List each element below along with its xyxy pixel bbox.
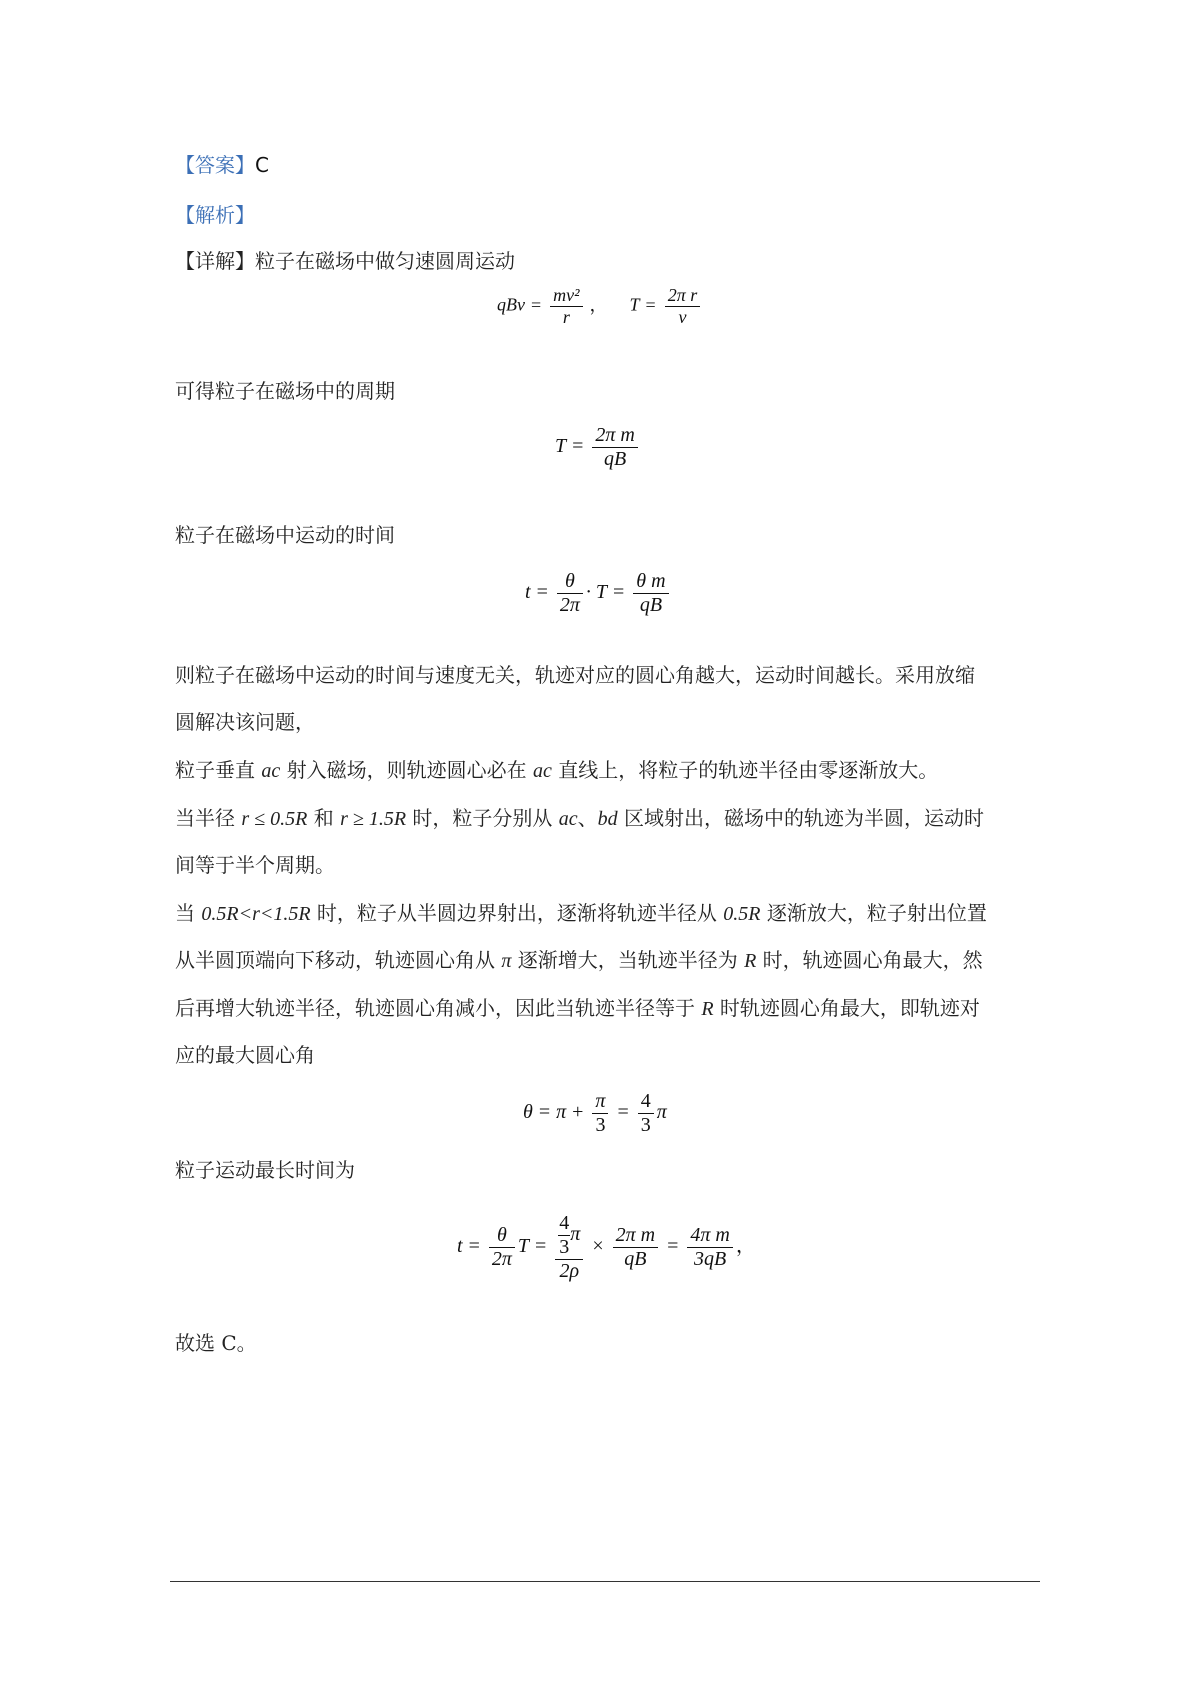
eq1-sep: ， — [589, 294, 608, 315]
eq5-frac-1: $\frac{\theta}{2\pi}$ — [489, 1224, 515, 1271]
conclusion-line-1: 则粒子在磁场中运动的时间与速度无关，轨迹对应的圆心角越大，运动时间越长。采用放缩 — [175, 663, 975, 687]
eq3-frac-2: $\frac{\text{θ m}}{qB}$ — [633, 570, 668, 617]
equation-4: θ = π + $\frac{\pi}{3}$ = $\frac{4}{3}$ π — [523, 1090, 667, 1136]
equation-2: T = $\frac{\text{2π m}}{qB}$ — [555, 424, 641, 471]
detail-tag: 【详解】 — [175, 249, 255, 273]
eq5-frac-3: $\frac{\text{2π m}}{qB}$ — [613, 1224, 658, 1271]
eq5-frac-4: $\frac{\text{4π m}}{3qB}$ — [687, 1224, 732, 1271]
between-line-3: 后再增大轨迹半径，轨迹圆心角减小，因此当轨迹半径等于 R 时轨迹圆心角最大，即轨迹对 — [175, 996, 980, 1020]
longest-time-paragraph: 粒子运动最长时间为 — [175, 1158, 355, 1182]
analysis-line — [175, 200, 255, 230]
footer-divider — [170, 1581, 1040, 1582]
equation-5: t = $\frac{\theta}{2\pi}$ T = $\frac{4}{3}$ π 2ρ × $\frac{\text{2π m}}{qB}$ = $\frac{\text{4π m}}{3qB}$ ， — [457, 1212, 756, 1282]
answer-value: C — [255, 153, 269, 177]
answer-line — [175, 150, 269, 180]
conclusion-line-2: 圆解决该问题， — [175, 710, 315, 734]
between-line-4: 应的最大圆心角 — [175, 1043, 315, 1067]
eq4-lhs: θ — [523, 1101, 533, 1124]
equation-1: qBv = $\frac{\text{mv²}}{r}$ ， T = $\frac{\text{2π r}}{v}$ — [497, 285, 703, 328]
eq5-lhs: t — [457, 1235, 463, 1258]
eq5-frac-2: $\frac{4}{3}$ π 2ρ — [555, 1212, 583, 1283]
final-paragraph: 故选 C。 — [175, 1331, 257, 1355]
eq4-frac-2: $\frac{4}{3}$ — [638, 1090, 654, 1137]
eq4-frac-1: $\frac{\pi}{3}$ — [592, 1090, 608, 1137]
eq2-frac: $\frac{\text{2π m}}{qB}$ — [592, 424, 637, 471]
eq1-T: T — [629, 294, 640, 315]
radius-line-2: 间等于半个周期。 — [175, 853, 335, 877]
time-paragraph: 粒子在磁场中运动的时间 — [175, 523, 395, 547]
eq1-frac-2: $\frac{\text{2π r}}{v}$ — [665, 285, 701, 328]
equation-3: t = $\frac{\theta}{2\pi}$ · T = $\frac{\text{θ m}}{qB}$ — [525, 570, 672, 617]
eq3-frac-1: $\frac{\theta}{2\pi}$ — [557, 570, 583, 617]
eq3-lhs: t — [525, 581, 531, 604]
radius-line-1: 当半径 r ≤ 0.5R 和 r ≥ 1.5R 时，粒子分别从 ac、bd 区域射出，磁场中的轨迹为半圆，运动时 — [175, 806, 985, 830]
vertical-entry-line: 粒子垂直 ac 射入磁场，则轨迹圆心必在 ac 直线上，将粒子的轨迹半径由零逐渐放大。 — [175, 758, 939, 782]
detail-line — [175, 246, 515, 276]
between-line-2: 从半圆顶端向下移动，轨迹圆心角从 π 逐渐增大，当轨迹半径为 R 时，轨迹圆心角最大，然 — [175, 948, 983, 972]
period-paragraph: 可得粒子在磁场中的周期 — [175, 379, 395, 403]
eq1-frac-1: $\frac{\text{mv²}}{r}$ — [550, 285, 582, 328]
analysis-tag: 【解析】 — [175, 203, 255, 227]
between-line-1: 当 0.5R<r<1.5R 时，粒子从半圆边界射出，逐渐将轨迹半径从 0.5R 逐渐放大，粒子射出位置 — [175, 901, 987, 925]
detail-text: 粒子在磁场中做匀速圆周运动 — [255, 249, 515, 273]
eq1-lhs: qBv — [497, 294, 525, 315]
eq3-mid: · T — [585, 581, 607, 604]
answer-tag: 【答案】 — [175, 153, 255, 177]
eq2-lhs: T — [555, 435, 567, 458]
